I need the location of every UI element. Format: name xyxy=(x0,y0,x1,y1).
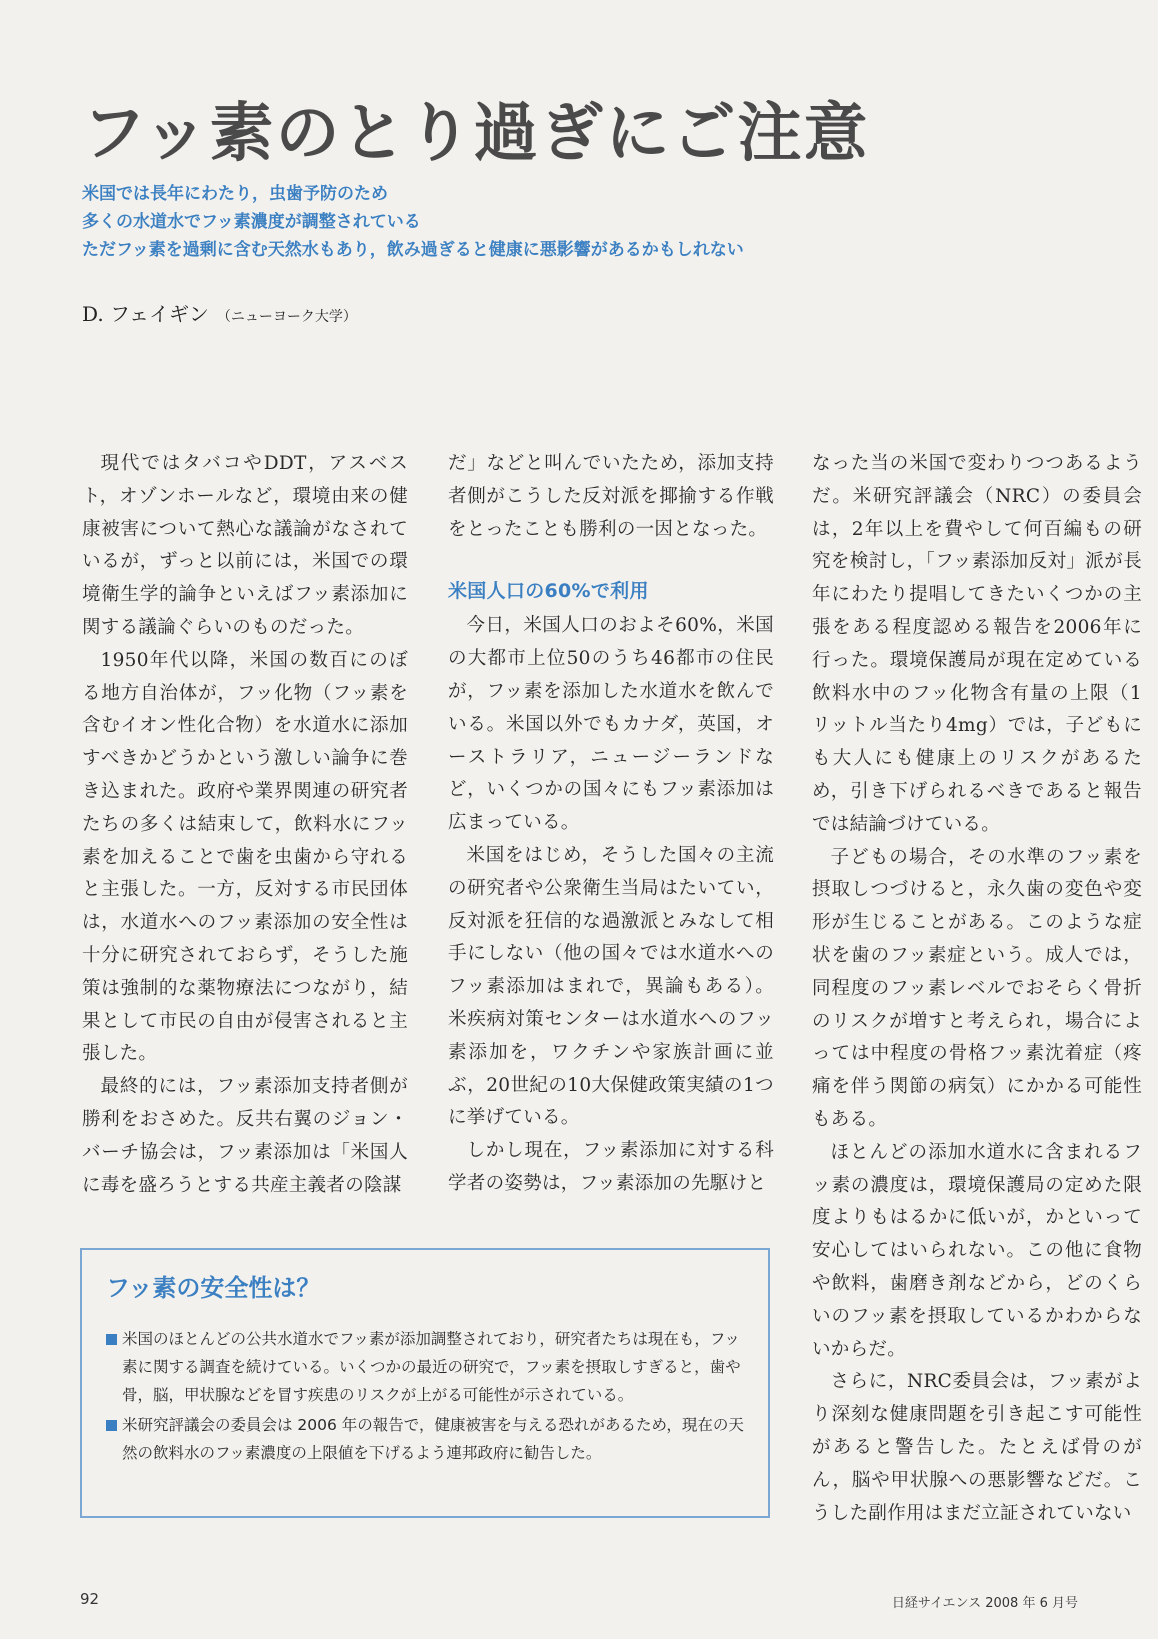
page-number: 92 xyxy=(80,1590,100,1608)
paragraph: ほとんどの添加水道水に含まれるフッ素の濃度は，環境保護局の定めた限度よりもはるかに低いが，かといって安心してはいられない。この他に食物や飲料，歯磨き剤などから，どのくらいのフッ素を摂取しているかわからないからだ。 xyxy=(812,1141,1142,1360)
publication-info: 日経サイエンス 2008 年 6 月号 xyxy=(891,1596,1078,1611)
paragraph: だ」などと叫んでいたため，添加支持者側がこうした反対派を揶揄する作戦をとったことも勝利の一因となった。 xyxy=(448,453,774,540)
sidebar-title: フッ素の安全性は？ xyxy=(106,1274,321,1302)
paragraph: 最終的には，フッ素添加支持者側が勝利をおさめた。反共右翼のジョン・バーチ協会は，フッ素添加は「米国人に毒を盛ろうとする共産主義者の陰謀 xyxy=(82,1076,408,1196)
paragraph: 米国をはじめ，そうした国々の主流の研究者や公衆衛生当局はたいてい，反対派を狂信的な過激派とみなして相手にしない（他の国々では水道水へのフッ素添加はまれで，異論もある）。米疾病対策センターは水道水へのフッ素添加を，ワクチンや家族計画に並ぶ，20世紀の10大保健政策実績の1つに挙げている。 xyxy=(448,844,774,1129)
safety-sidebar-box xyxy=(80,1248,770,1518)
sidebar-item xyxy=(106,1411,746,1467)
paragraph: 現代ではタバコやDDT，アスベスト，オゾンホールなど，環境由来の健康被害について熱心な議論がなされているが，ずっと以前には，米国での環境衛生学的論争といえばフッ素添加に関する議論ぐらいのものだった。 xyxy=(82,453,408,638)
article-title: フッ素のとり過ぎにご注意 xyxy=(82,97,870,171)
paragraph: 子どもの場合，その水準のフッ素を摂取しつづけると，永久歯の変色や変形が生じることがある。このような症状を歯のフッ素症という。成人では，同程度のフッ素レベルでおそらく骨折のリスクが増すと考えられ，場合によっては中程度の骨格フッ素沈着症（疼痛を伴う関節の病気）にかかる可能性もある。 xyxy=(812,846,1142,1130)
section-heading: 米国人口の60%で利用 xyxy=(448,580,649,603)
text-column-3 xyxy=(812,448,1142,1530)
text-column-1 xyxy=(82,448,408,1202)
square-bullet-icon xyxy=(106,1334,117,1345)
text-column-2 xyxy=(448,448,774,1201)
paragraph: 1950年代以降，米国の数百にのぼる地方自治体が，フッ化物（フッ素を含むイオン性化合物）を水道水に添加すべきかどうかという激しい論争に巻き込まれた。政府や業界関連の研究者たちの多くは結束して，飲料水にフッ素を加えることで歯を虫歯から守れると主張した。一方，反対する市民団体は，水道水へのフッ素添加の安全性は十分に研究されておらず，そうした施策は強制的な薬物療法につながり，結果として市民の自由が侵害されると主張した。 xyxy=(82,649,408,1065)
author-name: D. フェイギン xyxy=(82,302,209,326)
sidebar-item xyxy=(106,1325,746,1409)
paragraph: さらに，NRC委員会は，フッ素がより深刻な健康問題を引き起こす可能性があると警告した。たとえば骨のがん，脳や甲状腺への悪影響などだ。こうした副作用はまだ立証されていない xyxy=(812,1371,1142,1524)
article-subtitle xyxy=(82,180,842,264)
sidebar-item-text: 米国のほとんどの公共水道水でフッ素が添加調整されており，研究者たちは現在も，フッ素に関する調査を続けている。いくつかの最近の研究で，フッ素を摂取しすぎると，歯や骨，脳，甲状腺などを冒す疾患のリスクが上がる可能性が示されている。 xyxy=(122,1330,741,1404)
paragraph: なった当の米国で変わりつつあるようだ。米研究評議会（NRC）の委員会は，2年以上を費やして何百編もの研究を検討し，「フッ素添加反対」派が長年にわたり提唱してきたいくつかの主張をある程度認める報告を2006年に行った。環境保護局が現在定めている飲料水中のフッ化物含有量の上限（1リットル当たり4mg）では，子どもにも大人にも健康上のリスクがあるため，引き下げられるべきであると報告では結論づけている。 xyxy=(812,453,1142,835)
paragraph: しかし現在，フッ素添加に対する科学者の姿勢は，フッ素添加の先駆けと xyxy=(448,1140,774,1194)
paragraph: 今日，米国人口のおよそ60%，米国の大都市上位50のうち46都市の住民が，フッ素を添加した水道水を飲んでいる。米国以外でもカナダ，英国，オーストラリア，ニュージーランドなど，いくつかの国々にもフッ素添加は広まっている。 xyxy=(448,615,774,834)
subtitle-line: 多くの水道水でフッ素濃度が調整されている xyxy=(82,212,421,232)
byline xyxy=(82,298,357,327)
square-bullet-icon xyxy=(106,1420,117,1431)
subtitle-line: ただフッ素を過剰に含む天然水もあり，飲み過ぎると健康に悪影響があるかもしれない xyxy=(82,240,744,260)
sidebar-item-text: 米研究評議会の委員会は 2006 年の報告で，健康被害を与える恐れがあるため，現在の天然の飲料水のフッ素濃度の上限値を下げるよう連邦政府に勧告した。 xyxy=(122,1416,744,1462)
subtitle-line: 米国では長年にわたり，虫歯予防のため xyxy=(82,184,388,204)
author-affiliation: （ニューヨーク大学） xyxy=(216,309,357,325)
